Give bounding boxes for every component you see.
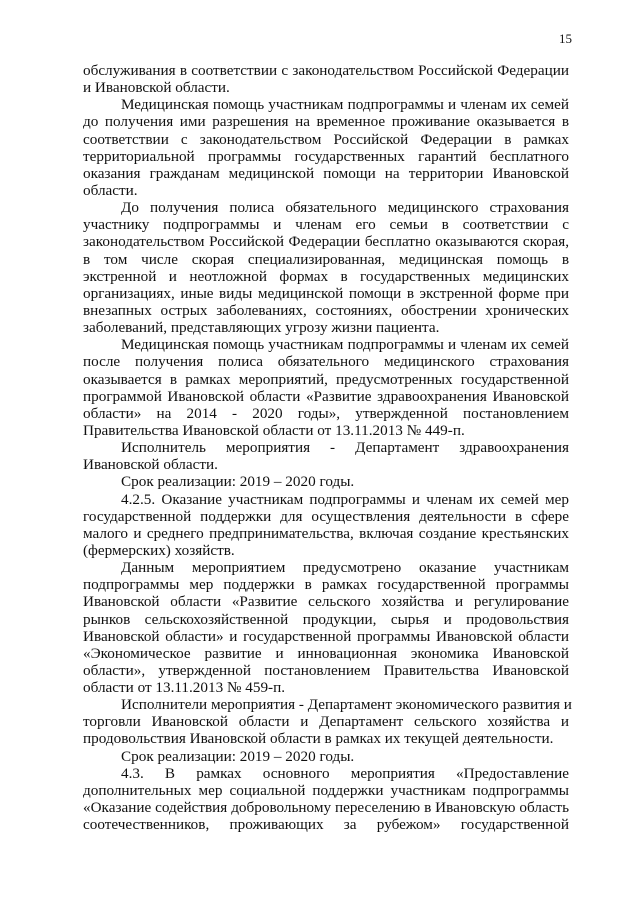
text-line: Медицинская помощь участникам подпрограммы и членам их семей (121, 336, 569, 354)
text-line: территориальной программы государственных гарантий бесплатного (83, 147, 569, 165)
text-line: малого и среднего предпринимательства, включая создание крестьянских (83, 524, 569, 542)
paragraph (83, 696, 572, 748)
text-line: Ивановской области» и государственной программы Ивановской области (83, 627, 569, 645)
paragraph (83, 199, 569, 336)
paragraph (83, 473, 569, 490)
text-line: оказывается в рамках мероприятий, предусмотренных государственной (83, 370, 569, 388)
text-line: 4.3. В рамках основного мероприятия «Предоставление (121, 764, 569, 782)
text-line: рынков сельскохозяйственной продукции, сырья и продовольствия (83, 610, 569, 628)
text-line: подпрограммы мер поддержки в рамках государственной программы (83, 576, 569, 594)
text-line: области», утвержденной постановлением Правительства Ивановской (83, 661, 569, 679)
text-line: торговли Ивановской области и Департамент сельского хозяйства и (83, 713, 569, 731)
text-line: организациях, иные виды медицинской помощи в экстренной форме при (83, 284, 569, 302)
text-line: соотечественников, проживающих за рубежом» государственной (83, 816, 569, 834)
text-line: заболеваний, представляющих угрозу жизни пациента. (83, 319, 440, 337)
text-line: Срок реализации: 2019 – 2020 годы. (121, 747, 355, 765)
text-line: области. (83, 181, 138, 199)
paragraph (83, 439, 569, 473)
page-number: 15 (559, 31, 572, 46)
text-line: соответствии с законодательством Российской Федерации в рамках (83, 130, 569, 148)
text-line: законодательством Российской Федерации бесплатно оказываются скорая, (83, 233, 569, 251)
text-line: Данным мероприятием предусмотрено оказание участникам (121, 559, 569, 577)
text-line: в том числе скорая специализированная, медицинская помощь в (83, 250, 569, 268)
paragraph (83, 491, 569, 560)
text-line: и Ивановской области. (83, 79, 230, 97)
text-line: 4.2.5. Оказание участникам подпрограммы и членам их семей мер (121, 490, 569, 508)
text-line: дополнительных мер социальной поддержки участникам подпрограммы (83, 781, 569, 799)
text-line: Срок реализации: 2019 – 2020 годы. (121, 473, 355, 491)
paragraph (83, 748, 569, 765)
paragraph (83, 96, 569, 199)
text-line: области» на 2014 - 2020 годы», утвержденной постановлением (83, 404, 569, 422)
paragraph (83, 62, 569, 96)
text-line: Исполнитель мероприятия - Департамент здравоохранения (121, 439, 569, 457)
paragraph (83, 765, 569, 834)
text-line: Ивановской области «Развитие сельского хозяйства и регулирование (83, 593, 569, 611)
text-line: Исполнители мероприятия - Департамент экономического развития и (121, 696, 572, 714)
text-line: Ивановской области. (83, 456, 218, 474)
text-line: государственной поддержки для осуществления деятельности в сфере (83, 507, 569, 525)
text-line: обслуживания в соответствии с законодательством Российской Федерации (83, 62, 569, 79)
text-line: (фермерских) хозяйств. (83, 541, 235, 559)
text-line: Правительства Ивановской области от 13.11.2013 № 449-п. (83, 421, 465, 439)
text-line: до получения ими разрешения на временное проживание оказывается в (83, 113, 569, 131)
text-line: оказания гражданам медицинской помощи на территории Ивановской (83, 164, 569, 182)
text-line: программой Ивановской области «Развитие здравоохранения Ивановской (83, 387, 569, 405)
text-line: продовольствия Ивановской области в рамках их текущей деятельности. (83, 730, 554, 748)
text-line: экстренной и неотложной формах в государственных медицинских (83, 267, 569, 285)
paragraph (83, 336, 569, 439)
text-line: участнику подпрограммы и членам его семьи в соответствии с (83, 216, 569, 234)
text-line: после получения полиса обязательного медицинского страхования (83, 353, 569, 371)
text-line: «Экономическое развитие и инновационная экономика Ивановской (83, 644, 569, 662)
paragraph (83, 559, 569, 696)
text-line: До получения полиса обязательного медицинского страхования (121, 199, 569, 217)
text-line: «Оказание содействия добровольному переселению в Ивановскую область (83, 799, 569, 817)
text-line: внезапных острых заболеваниях, состояниях, обострении хронических (83, 301, 569, 319)
document-body (83, 62, 572, 834)
text-line: области от 13.11.2013 № 459-п. (83, 679, 286, 697)
text-line: Медицинская помощь участникам подпрограммы и членам их семей (121, 96, 569, 114)
